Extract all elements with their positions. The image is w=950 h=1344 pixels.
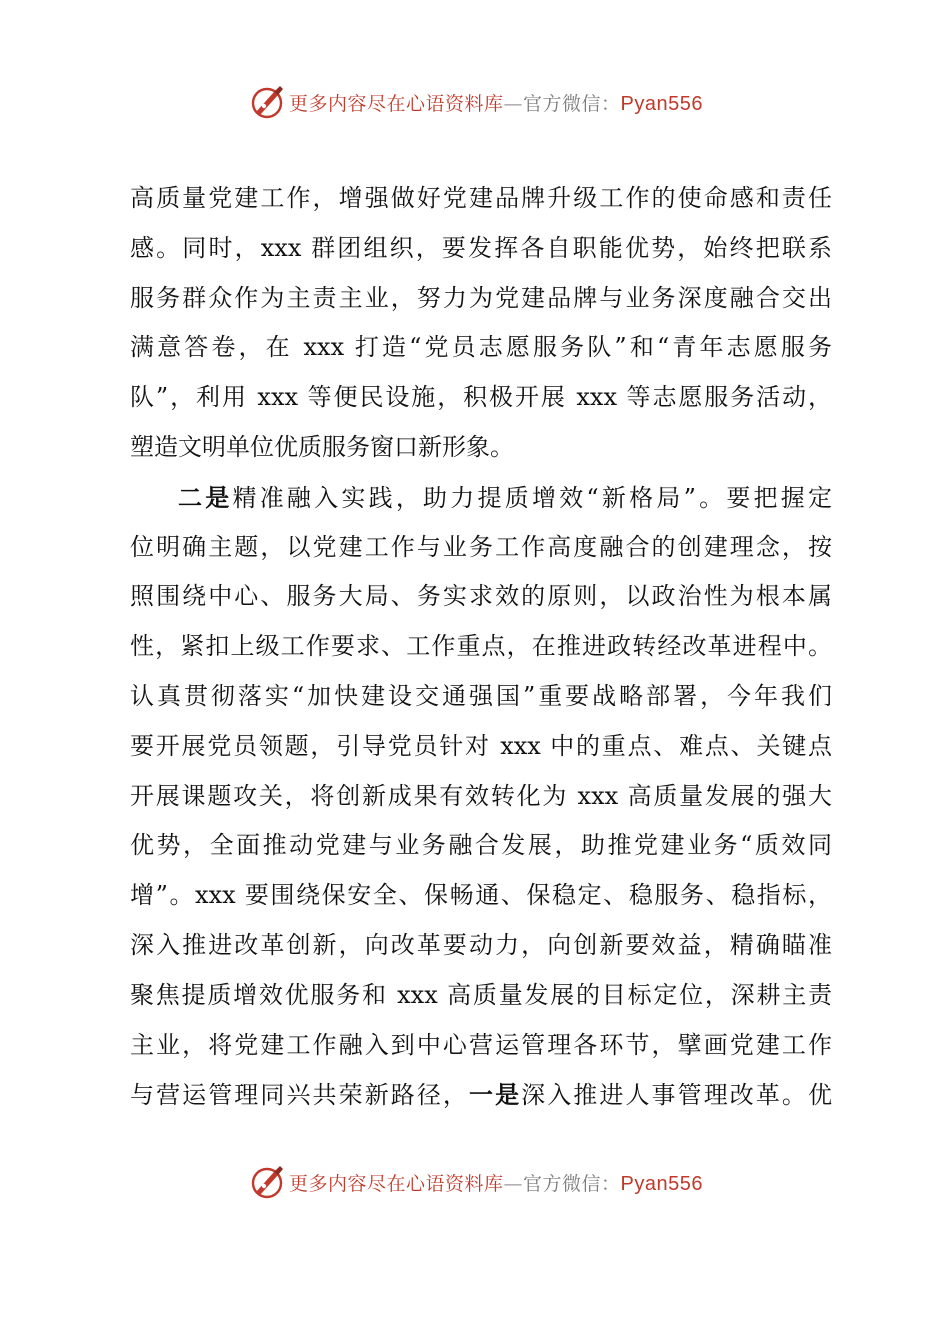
text-line: 高质量党建工作，增强做好党建品牌升级工作的使命感和责任 <box>130 184 832 212</box>
brand-text: 更多内容尽在心语资料库 <box>289 92 504 115</box>
text-line: 认真贯彻落实“加快建设交通强国”重要战略部署，今年我们 <box>130 681 832 710</box>
separator: — <box>503 92 524 115</box>
paragraph-2-first-line <box>130 473 832 523</box>
inline-bold: 一是 <box>469 1080 522 1110</box>
text-line: 开展课题攻关，将创新成果有效转化为 xxx 高质量发展的强大 <box>130 781 832 810</box>
header-banner-text <box>289 89 703 116</box>
brand-text: 更多内容尽在心语资料库 <box>289 1172 504 1195</box>
pen-logo-icon <box>247 1162 287 1202</box>
text-line: 增”。xxx 要围绕保安全、保畅通、保稳定、稳服务、稳指标， <box>130 881 832 910</box>
wechat-id: Pyan556 <box>620 92 703 115</box>
text-line: 深入推进改革创新，向改革要动力，向创新要效益，精确瞄准 <box>130 930 832 959</box>
paragraph-lead-rest: 精准融入实践，助力提质增效“新格局”。要把握定 <box>232 483 833 512</box>
paragraph-lead-bold: 二是 <box>178 482 233 512</box>
header-banner <box>0 80 950 124</box>
text-line: 满意答卷，在 xxx 打造“党员志愿服务队”和“青年志愿服务 <box>130 333 832 362</box>
footer-banner-text <box>289 1169 703 1196</box>
document-body <box>130 174 832 1120</box>
pen-logo-icon <box>247 82 287 122</box>
text-line: 优势，全面推动党建与业务融合发展，助推党建业务“质效同 <box>130 831 832 860</box>
text-line: 主业，将党建工作融入到中心营运管理各环节，擘画党建工作 <box>130 1030 832 1059</box>
footer-banner <box>0 1160 950 1204</box>
text-line: 性，紧扣上级工作要求、工作重点，在推进政转经改革进程中。 <box>130 632 832 661</box>
line-start: 与营运管理同兴共荣新路径， <box>130 1081 469 1110</box>
text-line: 感。同时，xxx 群团组织，要发挥各自职能优势，始终把联系 <box>130 233 832 262</box>
text-line: 队”，利用 xxx 等便民设施，积极开展 xxx 等志愿服务活动， <box>130 383 832 412</box>
separator: — <box>503 1172 524 1195</box>
text-line: 照围绕中心、服务大局、务实求效的原则，以政治性为根本属 <box>130 582 832 611</box>
wechat-id: Pyan556 <box>620 1172 703 1195</box>
official-label: 官方微信： <box>523 1172 621 1195</box>
text-line: 聚焦提质增效优服务和 xxx 高质量发展的目标定位，深耕主责 <box>130 980 832 1009</box>
text-line: 位明确主题，以党建工作与业务工作高度融合的创建理念，按 <box>130 532 832 561</box>
text-line: 塑造文明单位优质服务窗口新形象。 <box>130 432 514 461</box>
text-line: 要开展党员领题，引导党员针对 xxx 中的重点、难点、关键点 <box>130 731 832 760</box>
official-label: 官方微信： <box>523 92 621 115</box>
paragraph-2-last-line <box>130 1070 832 1120</box>
line-end: 深入推进人事管理改革。优 <box>521 1081 833 1110</box>
text-line: 服务群众作为主责主业，努力为党建品牌与业务深度融合交出 <box>130 283 832 312</box>
